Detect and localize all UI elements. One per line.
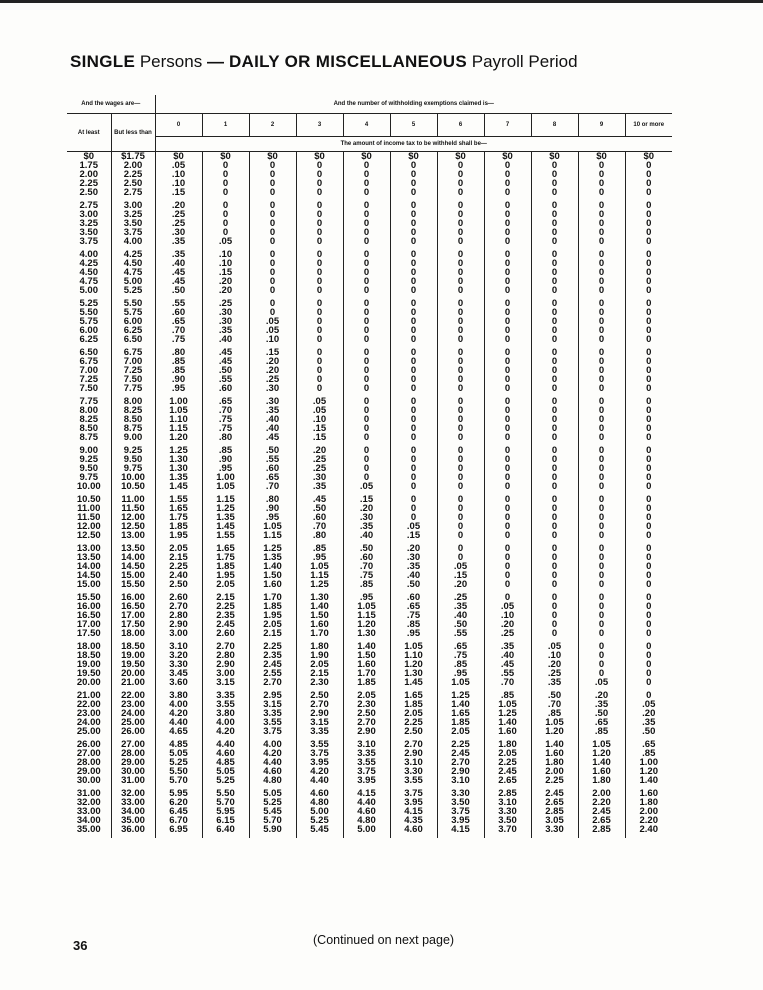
tax-amount-cell: .85 .90 .95 1.00 1.05 xyxy=(202,446,249,495)
tax-amount-cell: .95 1.05 1.15 1.20 1.30 xyxy=(343,593,390,642)
exemption-column-header: 6 xyxy=(437,114,484,137)
tax-amount-cell: 0 0 .05 .15 .20 xyxy=(437,544,484,593)
tax-amount-cell: 1.80 2.05 2.25 2.45 2.65 xyxy=(484,740,531,789)
tax-amount-cell: $0 0 0 0 0 xyxy=(531,152,578,202)
tax-amount-cell: $0 0 0 0 0 xyxy=(202,152,249,202)
tax-amount-cell: 0 0 0 0 0 xyxy=(343,250,390,299)
at-least-cell: 13.00 13.50 14.00 14.50 15.00 xyxy=(76,543,101,590)
tax-amount-cell: .20 .25 .25 .30 .35 xyxy=(155,201,202,250)
tax-amount-cell: .65 .75 .85 .95 1.05 xyxy=(437,642,484,691)
exemption-column-header: 4 xyxy=(343,114,390,137)
tax-amount-cell: 1.00 1.05 1.10 1.15 1.20 xyxy=(155,397,202,446)
continued-note: (Continued on next page) xyxy=(313,933,455,947)
tax-amount-cell: .65 .85 1.00 1.20 1.40 xyxy=(625,740,672,789)
title-persons: Persons xyxy=(139,52,203,71)
exemption-column-header: 1 xyxy=(202,114,249,137)
tax-amount-cell: $0 0 0 0 0 xyxy=(437,152,484,202)
tax-amount-cell: 0 0 0 0 0 xyxy=(484,201,531,250)
tax-amount-cell: 0 0 0 0 0 xyxy=(625,299,672,348)
tax-amount-cell: 0 0 0 0 0 xyxy=(531,250,578,299)
table-row-group xyxy=(67,152,672,202)
tax-amount-cell: 1.25 1.30 1.30 1.35 1.45 xyxy=(155,446,202,495)
table-row-group xyxy=(67,544,672,593)
tax-amount-cell: $0 0 0 0 0 xyxy=(296,152,343,202)
tax-amount-cell: 3.80 4.00 4.20 4.40 4.65 xyxy=(155,691,202,740)
tax-amount-cell: $0 0 0 0 0 xyxy=(249,152,296,202)
table-row-group xyxy=(67,446,672,495)
title-dash: — xyxy=(206,52,225,71)
exemption-column-header: 2 xyxy=(249,114,296,137)
tax-amount-cell: 0 0 0 0 0 xyxy=(343,397,390,446)
tax-amount-cell: 5.05 5.25 5.45 5.70 5.90 xyxy=(249,789,296,838)
at-least-cell: 6.50 6.75 7.00 7.25 7.50 xyxy=(79,347,98,394)
tax-amount-cell: 4.85 5.05 5.25 5.50 5.70 xyxy=(155,740,202,789)
tax-amount-cell: 3.75 3.95 4.15 4.35 4.60 xyxy=(390,789,437,838)
tax-amount-cell: 0 0 0 0 0 xyxy=(578,446,625,495)
tax-amount-cell: 0 0 0 0 0 xyxy=(625,642,672,691)
table-row-group xyxy=(67,593,672,642)
at-least-cell: 7.75 8.00 8.25 8.50 8.75 xyxy=(79,396,98,443)
tax-amount-cell: 0 0 0 0 0 xyxy=(625,348,672,397)
exemption-column-header: 9 xyxy=(578,114,625,137)
tax-amount-cell: 0 0 0 0 0 xyxy=(578,495,625,544)
tax-amount-cell: 0 0 0 0 0 xyxy=(296,348,343,397)
table-row-group xyxy=(67,691,672,740)
tax-amount-cell: 0 0 0 0 0 xyxy=(390,250,437,299)
at-least-cell: $0 1.75 2.00 2.25 2.50 xyxy=(79,151,98,198)
tax-amount-cell: 0 0 0 0 0 xyxy=(625,544,672,593)
tax-amount-cell: 5.50 5.70 5.95 6.15 6.40 xyxy=(202,789,249,838)
tax-amount-cell: 0 0 0 0 0 xyxy=(437,348,484,397)
tax-amount-cell: 0 0 0 0 0 xyxy=(625,593,672,642)
exemptions-header: And the number of withholding exemptions claimed is— xyxy=(155,95,672,114)
page-number: 36 xyxy=(73,938,88,953)
but-less-than-cell: 13.50 14.00 14.50 15.00 15.50 xyxy=(111,544,155,593)
tax-amount-cell: 2.05 2.15 2.25 2.40 2.50 xyxy=(155,544,202,593)
tax-amount-cell: 0 0 0 0 0 xyxy=(484,299,531,348)
tax-amount-cell: .30 .35 .40 .40 .45 xyxy=(249,397,296,446)
tax-amount-cell: 0 0 0 0 0 xyxy=(437,299,484,348)
tax-amount-cell: 1.40 1.50 1.60 1.70 1.85 xyxy=(343,642,390,691)
tax-amount-cell: 0 0 0 0 0 xyxy=(296,299,343,348)
tax-amount-cell: 1.15 1.25 1.35 1.45 1.55 xyxy=(202,495,249,544)
top-rule xyxy=(0,0,763,3)
tax-amount-cell: .50 .70 .85 1.05 1.20 xyxy=(531,691,578,740)
tax-amount-cell: .20 .30 .35 .40 .50 xyxy=(390,544,437,593)
tax-amount-cell: $0 0 0 0 0 xyxy=(578,152,625,202)
tax-amount-cell: 1.30 1.40 1.50 1.60 1.70 xyxy=(296,593,343,642)
tax-amount-cell: 0 0 0 0 0 xyxy=(437,495,484,544)
tax-amount-cell: 1.40 1.60 1.80 2.00 2.25 xyxy=(531,740,578,789)
title-period-bold: DAILY OR MISCELLANEOUS xyxy=(228,52,468,71)
tax-amount-cell: $0 0 0 0 0 xyxy=(343,152,390,202)
tax-amount-cell: 0 0 0 0 0 xyxy=(578,201,625,250)
tax-amount-cell: 0 0 0 0 0 xyxy=(531,299,578,348)
tax-amount-cell: 0 0 0 0 0 xyxy=(484,495,531,544)
tax-amount-cell: 0 0 0 0 .05 xyxy=(343,446,390,495)
tax-amount-cell: 4.15 4.40 4.60 4.80 5.00 xyxy=(343,789,390,838)
at-least-cell: 21.00 22.00 23.00 24.00 25.00 xyxy=(76,690,101,737)
but-less-than-cell: 27.00 28.00 29.00 30.00 31.00 xyxy=(111,740,155,789)
but-less-than-cell: 18.50 19.00 19.50 20.00 21.00 xyxy=(111,642,155,691)
at-least-cell: 4.00 4.25 4.50 4.75 5.00 xyxy=(79,249,98,296)
tax-amount-cell: 0 .05 .20 .35 .50 xyxy=(625,691,672,740)
at-least-header: At least xyxy=(67,114,111,152)
tax-amount-cell: 4.40 4.60 4.85 5.05 5.25 xyxy=(202,740,249,789)
tax-amount-cell: 2.70 2.80 2.90 3.00 3.15 xyxy=(202,642,249,691)
tax-amount-cell: 0 0 0 0 0 xyxy=(249,201,296,250)
exemption-column-header: 7 xyxy=(484,114,531,137)
tax-amount-cell: 2.00 2.20 2.45 2.65 2.85 xyxy=(578,789,625,838)
at-least-cell: 26.00 27.00 28.00 29.00 30.00 xyxy=(76,739,101,786)
tax-amount-cell: .15 .20 .20 .25 .30 xyxy=(249,348,296,397)
tax-amount-cell: .05 .05 .10 .15 .15 xyxy=(296,397,343,446)
tax-amount-cell: $0 0 0 0 0 xyxy=(390,152,437,202)
tax-amount-cell: 2.85 3.10 3.30 3.50 3.70 xyxy=(484,789,531,838)
tax-amount-cell: 1.70 1.85 1.95 2.05 2.15 xyxy=(249,593,296,642)
tax-amount-cell: 0 0 0 0 0 xyxy=(437,397,484,446)
but-less-than-cell: 16.00 16.50 17.00 17.50 18.00 xyxy=(111,593,155,642)
tax-amount-cell: .80 .85 .85 .90 .95 xyxy=(155,348,202,397)
tax-amount-cell: .45 .45 .50 .55 .60 xyxy=(202,348,249,397)
tax-amount-cell: 2.45 2.65 2.85 3.05 3.30 xyxy=(531,789,578,838)
tax-amount-cell: 1.25 1.40 1.65 1.85 2.05 xyxy=(437,691,484,740)
tax-amount-cell: 0 0 0 0 0 xyxy=(531,348,578,397)
tax-amount-cell: 0 0 0 0 0 xyxy=(578,593,625,642)
tax-amount-cell: .10 .10 .15 .20 .20 xyxy=(202,250,249,299)
tax-amount-cell: 0 0 0 0 0 xyxy=(531,201,578,250)
but-less-than-cell: 6.75 7.00 7.25 7.50 7.75 xyxy=(111,348,155,397)
tax-amount-cell: 2.25 2.45 2.70 2.90 3.10 xyxy=(437,740,484,789)
tax-amount-cell: 5.95 6.20 6.45 6.70 6.95 xyxy=(155,789,202,838)
table-row-group xyxy=(67,642,672,691)
tax-amount-cell: .25 .30 .30 .35 .40 xyxy=(202,299,249,348)
tax-amount-cell: 3.30 3.50 3.75 3.95 4.15 xyxy=(437,789,484,838)
tax-amount-cell: 0 0 0 0 0 xyxy=(484,446,531,495)
tax-amount-cell: 0 0 0 0 0 xyxy=(531,495,578,544)
tax-amount-cell: $0 0 0 0 0 xyxy=(484,152,531,202)
tax-amount-cell: .50 .60 .70 .75 .85 xyxy=(343,544,390,593)
title-period-rest: Payroll Period xyxy=(471,52,578,71)
table-row-group xyxy=(67,740,672,789)
tax-amount-cell: 1.60 1.80 2.00 2.20 2.40 xyxy=(625,789,672,838)
tax-amount-cell: 3.10 3.35 3.55 3.75 3.95 xyxy=(343,740,390,789)
tax-amount-cell: 1.65 1.85 2.05 2.25 2.50 xyxy=(390,691,437,740)
tax-amount-cell: .85 .95 1.05 1.15 1.25 xyxy=(296,544,343,593)
table-row-group xyxy=(67,348,672,397)
table-row-group xyxy=(67,250,672,299)
tax-amount-cell: 0 0 0 0 0 xyxy=(578,397,625,446)
tax-amount-cell: 0 0 0 0 .05 xyxy=(202,201,249,250)
but-less-than-cell: 3.00 3.25 3.50 3.75 4.00 xyxy=(111,201,155,250)
tax-amount-cell: .80 .90 .95 1.05 1.15 xyxy=(249,495,296,544)
tax-amount-cell: .85 1.05 1.25 1.40 1.60 xyxy=(484,691,531,740)
tax-amount-cell: 0 0 0 0 0 xyxy=(484,348,531,397)
exemption-column-header: 0 xyxy=(155,114,202,137)
exemption-column-header: 3 xyxy=(296,114,343,137)
tax-amount-cell: .60 .65 .75 .85 .95 xyxy=(390,593,437,642)
exemption-column-header: 10 or more xyxy=(625,114,672,137)
but-less-than-cell: 11.00 11.50 12.00 12.50 13.00 xyxy=(111,495,155,544)
tax-amount-cell: $0 0 0 0 0 xyxy=(625,152,672,202)
tax-amount-cell: .05 .10 .20 .25 .35 xyxy=(531,642,578,691)
tax-amount-cell: 0 0 0 0 0 xyxy=(625,397,672,446)
tax-amount-cell: 0 0 0 0 0 xyxy=(390,446,437,495)
tax-amount-cell: .15 .20 .30 .35 .40 xyxy=(343,495,390,544)
tax-amount-cell: 2.70 2.90 3.10 3.30 3.55 xyxy=(390,740,437,789)
exemption-column-header: 5 xyxy=(390,114,437,137)
tax-amount-cell: 1.55 1.65 1.75 1.85 1.95 xyxy=(155,495,202,544)
tax-amount-cell: 0 0 0 0 0 xyxy=(437,250,484,299)
tax-amount-cell: .45 .50 .60 .70 .80 xyxy=(296,495,343,544)
tax-amount-cell: 3.35 3.55 3.80 4.00 4.20 xyxy=(202,691,249,740)
tax-amount-cell: 3.55 3.75 3.95 4.20 4.40 xyxy=(296,740,343,789)
tax-amount-cell: 0 0 .05 .05 .10 xyxy=(249,299,296,348)
tax-amount-cell: .20 .25 .25 .30 .35 xyxy=(296,446,343,495)
title-single: SINGLE xyxy=(70,52,136,71)
tax-amount-cell: 1.05 1.10 1.20 1.30 1.45 xyxy=(390,642,437,691)
tax-amount-cell: 1.65 1.75 1.85 1.95 2.05 xyxy=(202,544,249,593)
tax-amount-cell: 0 0 0 0 0 xyxy=(437,201,484,250)
table-row-group xyxy=(67,397,672,446)
tax-amount-cell: 0 0 0 0 0 xyxy=(484,544,531,593)
tax-amount-cell: 0 0 0 0 0 xyxy=(437,446,484,495)
tax-amount-cell: 0 0 0 0 0 xyxy=(531,397,578,446)
at-least-cell: 5.25 5.50 5.75 6.00 6.25 xyxy=(79,298,98,345)
tax-amount-cell: 4.00 4.20 4.40 4.60 4.80 xyxy=(249,740,296,789)
at-least-cell: 18.00 18.50 19.00 19.50 20.00 xyxy=(76,641,101,688)
tax-amount-cell: 2.25 2.35 2.45 2.55 2.70 xyxy=(249,642,296,691)
tax-amount-cell: 0 0 0 0 0 xyxy=(578,544,625,593)
tax-amount-cell: 0 0 0 0 0 xyxy=(625,446,672,495)
but-less-than-cell: 4.25 4.50 4.75 5.00 5.25 xyxy=(111,250,155,299)
withholding-table xyxy=(67,95,672,838)
tax-amount-cell: 4.60 4.80 5.00 5.25 5.45 xyxy=(296,789,343,838)
tax-amount-cell: .65 .70 .75 .75 .80 xyxy=(202,397,249,446)
table-row-group xyxy=(67,789,672,838)
tax-amount-cell: 0 0 0 0 0 xyxy=(578,250,625,299)
tax-amount-cell: .35 .40 .45 .55 .70 xyxy=(484,642,531,691)
tax-amount-cell: 0 0 0 0 0 xyxy=(531,593,578,642)
tax-amount-cell: 2.50 2.70 2.90 3.15 3.35 xyxy=(296,691,343,740)
at-least-cell: 10.50 11.00 11.50 12.00 12.50 xyxy=(76,494,101,541)
but-less-than-cell: 22.00 23.00 24.00 25.00 26.00 xyxy=(111,691,155,740)
tax-amount-cell: 0 0 0 0 0 xyxy=(343,201,390,250)
table-body xyxy=(67,152,672,839)
at-least-cell: 2.75 3.00 3.25 3.50 3.75 xyxy=(79,200,98,247)
page-title xyxy=(70,52,578,72)
tax-amount-cell: 0 0 0 0 0 xyxy=(625,495,672,544)
tax-amount-cell: 2.60 2.70 2.80 2.90 3.00 xyxy=(155,593,202,642)
tax-amount-cell: 3.10 3.20 3.30 3.45 3.60 xyxy=(155,642,202,691)
tax-amount-cell: 0 0 0 0 0 xyxy=(531,446,578,495)
tax-amount-cell: 0 0 0 0 0 xyxy=(484,250,531,299)
but-less-than-cell: 5.50 5.75 6.00 6.25 6.50 xyxy=(111,299,155,348)
tax-amount-cell: $0 .05 .10 .10 .15 xyxy=(155,152,202,202)
tax-amount-cell: 0 .05 .10 .20 .25 xyxy=(484,593,531,642)
but-less-than-cell: 8.00 8.25 8.50 8.75 9.00 xyxy=(111,397,155,446)
tax-amount-cell: 0 0 0 0 0 xyxy=(531,544,578,593)
tax-amount-cell: 2.95 3.15 3.35 3.55 3.75 xyxy=(249,691,296,740)
tax-amount-cell: 1.80 1.90 2.05 2.15 2.30 xyxy=(296,642,343,691)
tax-amount-cell: 0 0 0 0 0 xyxy=(296,250,343,299)
tax-amount-cell: 0 0 0 0 0 xyxy=(296,201,343,250)
but-less-than-cell: 32.00 33.00 34.00 35.00 36.00 xyxy=(111,789,155,838)
tax-amount-cell: 0 0 0 0 0 xyxy=(390,201,437,250)
tax-amount-cell: .20 .35 .50 .65 .85 xyxy=(578,691,625,740)
exemption-column-header: 8 xyxy=(531,114,578,137)
table-row-group xyxy=(67,495,672,544)
tax-amount-cell: .50 .55 .60 .65 .70 xyxy=(249,446,296,495)
tax-amount-cell: 0 0 0 0 0 xyxy=(625,250,672,299)
wages-header: And the wages are— xyxy=(67,95,155,114)
tax-amount-cell: 1.25 1.35 1.40 1.50 1.60 xyxy=(249,544,296,593)
tax-amount-cell: 2.15 2.25 2.35 2.45 2.60 xyxy=(202,593,249,642)
tax-amount-cell: 2.05 2.30 2.50 2.70 2.90 xyxy=(343,691,390,740)
tax-amount-cell: 0 0 0 0 0 xyxy=(343,299,390,348)
tax-amount-cell: 0 0 0 0 0 xyxy=(390,397,437,446)
table-row-group xyxy=(67,299,672,348)
tax-amount-cell: 0 0 0 0 0 xyxy=(390,299,437,348)
tax-amount-cell: 0 0 0 0 0 xyxy=(578,348,625,397)
tax-amount-cell: .55 .60 .65 .70 .75 xyxy=(155,299,202,348)
but-less-than-cell: $1.75 2.00 2.25 2.50 2.75 xyxy=(111,152,155,202)
at-least-cell: 15.50 16.00 16.50 17.00 17.50 xyxy=(76,592,101,639)
tax-amount-cell: 0 0 0 0 0 xyxy=(625,201,672,250)
tax-amount-cell: .35 .40 .45 .45 .50 xyxy=(155,250,202,299)
tax-amount-cell: 0 0 0 .05 .15 xyxy=(390,495,437,544)
at-least-cell: 9.00 9.25 9.50 9.75 10.00 xyxy=(76,445,101,492)
amount-header: The amount of income tax to be withheld shall be— xyxy=(155,137,672,152)
tax-amount-cell: 0 0 0 0 .05 xyxy=(578,642,625,691)
table-row-group xyxy=(67,201,672,250)
tax-amount-cell: 0 0 0 0 0 xyxy=(343,348,390,397)
tax-amount-cell: 0 0 0 0 0 xyxy=(484,397,531,446)
tax-amount-cell: 0 0 0 0 0 xyxy=(578,299,625,348)
tax-amount-cell: 0 0 0 0 0 xyxy=(390,348,437,397)
but-less-than-cell: 9.25 9.50 9.75 10.00 10.50 xyxy=(111,446,155,495)
tax-amount-cell: .25 .35 .40 .50 .55 xyxy=(437,593,484,642)
but-less-than-header: But less than xyxy=(111,114,155,152)
at-least-cell: 31.00 32.00 33.00 34.00 35.00 xyxy=(76,788,101,835)
tax-amount-cell: 0 0 0 0 0 xyxy=(249,250,296,299)
tax-amount-cell: 1.05 1.20 1.40 1.60 1.80 xyxy=(578,740,625,789)
